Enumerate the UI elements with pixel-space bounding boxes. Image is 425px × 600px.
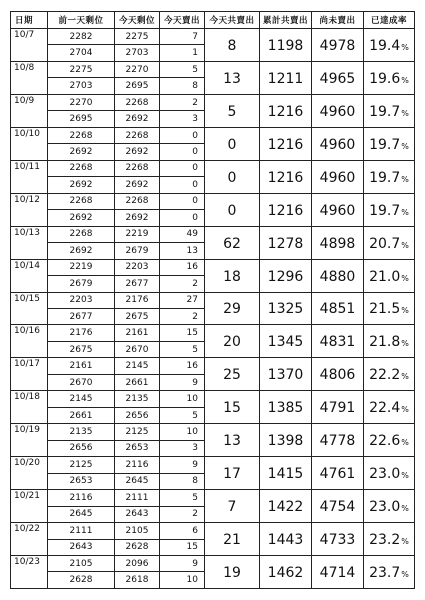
today-sold-cell: 1 (160, 45, 205, 61)
today-remaining-cell: 2628 (115, 539, 160, 555)
date-cell: 10/8 (11, 61, 48, 94)
today-total-sold-cell: 13 (205, 424, 260, 457)
table-body (11, 29, 415, 589)
percent-sign: % (401, 306, 409, 316)
today-total-sold-cell: 15 (205, 391, 260, 424)
today-sold-cell: 5 (160, 490, 205, 506)
today-remaining-cell: 2275 (115, 29, 160, 45)
date-cell: 10/7 (11, 29, 48, 62)
header-date: 日期 (11, 12, 48, 29)
today-total-sold-cell: 0 (205, 160, 260, 193)
cumulative-sold-cell: 1198 (260, 29, 312, 62)
achievement-rate-cell (364, 94, 415, 127)
achievement-rate-cell (364, 391, 415, 424)
percent-sign: % (401, 405, 409, 415)
table-row (11, 424, 415, 440)
achievement-rate-cell (364, 259, 415, 292)
unsold-cell: 4960 (312, 94, 364, 127)
today-sold-cell: 7 (160, 29, 205, 45)
unsold-cell: 4960 (312, 127, 364, 160)
today-sold-cell: 0 (160, 127, 205, 143)
prev-remaining-cell: 2670 (48, 374, 115, 390)
prev-remaining-cell: 2219 (48, 259, 115, 275)
date-cell: 10/19 (11, 424, 48, 457)
date-cell: 10/23 (11, 556, 48, 589)
today-remaining-cell: 2268 (115, 160, 160, 176)
unsold-cell: 4778 (312, 424, 364, 457)
percent-sign: % (401, 141, 409, 151)
cumulative-sold-cell: 1216 (260, 160, 312, 193)
today-sold-cell: 15 (160, 325, 205, 341)
today-total-sold-cell: 29 (205, 292, 260, 325)
prev-remaining-cell: 2679 (48, 276, 115, 292)
date-cell: 10/10 (11, 127, 48, 160)
prev-remaining-cell: 2645 (48, 506, 115, 522)
today-remaining-cell: 2096 (115, 556, 160, 572)
today-remaining-cell: 2692 (115, 210, 160, 226)
today-sold-cell: 27 (160, 292, 205, 308)
table-row (11, 523, 415, 539)
today-total-sold-cell: 13 (205, 61, 260, 94)
prev-remaining-cell: 2656 (48, 440, 115, 456)
prev-remaining-cell: 2653 (48, 473, 115, 489)
table-row (11, 292, 415, 308)
unsold-cell: 4851 (312, 292, 364, 325)
unsold-cell: 4831 (312, 325, 364, 358)
date-cell: 10/16 (11, 325, 48, 358)
cumulative-sold-cell: 1398 (260, 424, 312, 457)
today-remaining-cell: 2203 (115, 259, 160, 275)
cumulative-sold-cell: 1216 (260, 94, 312, 127)
today-sold-cell: 5 (160, 407, 205, 423)
today-sold-cell: 16 (160, 259, 205, 275)
percent-sign: % (401, 504, 409, 514)
today-remaining-cell: 2270 (115, 61, 160, 77)
prev-remaining-cell: 2203 (48, 292, 115, 308)
table-row (11, 391, 415, 407)
prev-remaining-cell: 2661 (48, 407, 115, 423)
today-sold-cell: 0 (160, 144, 205, 160)
prev-remaining-cell: 2692 (48, 177, 115, 193)
prev-remaining-cell: 2695 (48, 111, 115, 127)
unsold-cell: 4714 (312, 556, 364, 589)
prev-remaining-cell: 2161 (48, 358, 115, 374)
today-sold-cell: 9 (160, 556, 205, 572)
today-remaining-cell: 2176 (115, 292, 160, 308)
unsold-cell: 4960 (312, 193, 364, 226)
unsold-cell: 4960 (312, 160, 364, 193)
today-remaining-cell: 2111 (115, 490, 160, 506)
unsold-cell: 4978 (312, 29, 364, 62)
table-row (11, 556, 415, 572)
unsold-cell: 4898 (312, 226, 364, 259)
today-sold-cell: 3 (160, 440, 205, 456)
prev-remaining-cell: 2643 (48, 539, 115, 555)
achievement-rate-value: 19.4 (369, 37, 401, 54)
percent-sign: % (401, 240, 409, 250)
achievement-rate-cell (364, 127, 415, 160)
unsold-cell: 4791 (312, 391, 364, 424)
percent-sign: % (401, 273, 409, 283)
achievement-rate-cell (364, 523, 415, 556)
today-sold-cell: 0 (160, 193, 205, 209)
today-total-sold-cell: 20 (205, 325, 260, 358)
percent-sign: % (401, 471, 409, 481)
achievement-rate-value: 19.6 (369, 70, 401, 87)
today-total-sold-cell: 21 (205, 523, 260, 556)
percent-sign: % (401, 75, 409, 85)
today-remaining-cell: 2145 (115, 358, 160, 374)
prev-remaining-cell: 2692 (48, 144, 115, 160)
achievement-rate-value: 19.7 (369, 136, 401, 153)
prev-remaining-cell: 2677 (48, 308, 115, 324)
today-sold-cell: 9 (160, 374, 205, 390)
prev-remaining-cell: 2692 (48, 210, 115, 226)
achievement-rate-value: 21.0 (369, 268, 401, 285)
today-remaining-cell: 2656 (115, 407, 160, 423)
today-sold-cell: 2 (160, 308, 205, 324)
prev-remaining-cell: 2111 (48, 523, 115, 539)
header-today-sold: 今天賣出 (160, 12, 205, 29)
prev-remaining-cell: 2692 (48, 243, 115, 259)
today-sold-cell: 8 (160, 78, 205, 94)
today-total-sold-cell: 0 (205, 193, 260, 226)
unsold-cell: 4880 (312, 259, 364, 292)
prev-remaining-cell: 2282 (48, 29, 115, 45)
today-remaining-cell: 2675 (115, 308, 160, 324)
achievement-rate-cell (364, 325, 415, 358)
today-sold-cell: 10 (160, 391, 205, 407)
header-unsold: 尚未賣出 (312, 12, 364, 29)
header-row (11, 12, 415, 29)
today-remaining-cell: 2692 (115, 111, 160, 127)
today-remaining-cell: 2643 (115, 506, 160, 522)
today-sold-cell: 49 (160, 226, 205, 242)
unsold-cell: 4754 (312, 490, 364, 523)
percent-sign: % (401, 174, 409, 184)
date-cell: 10/17 (11, 358, 48, 391)
table-row (11, 457, 415, 473)
achievement-rate-value: 22.4 (369, 400, 401, 417)
prev-remaining-cell: 2675 (48, 341, 115, 357)
prev-remaining-cell: 2268 (48, 226, 115, 242)
today-total-sold-cell: 62 (205, 226, 260, 259)
today-total-sold-cell: 8 (205, 29, 260, 62)
achievement-rate-value: 19.7 (369, 169, 401, 186)
today-sold-cell: 0 (160, 177, 205, 193)
prev-remaining-cell: 2628 (48, 572, 115, 589)
cumulative-sold-cell: 1370 (260, 358, 312, 391)
prev-remaining-cell: 2145 (48, 391, 115, 407)
today-total-sold-cell: 17 (205, 457, 260, 490)
achievement-rate-cell (364, 556, 415, 589)
table-row (11, 226, 415, 242)
today-sold-cell: 10 (160, 572, 205, 589)
today-remaining-cell: 2692 (115, 144, 160, 160)
table-row (11, 127, 415, 143)
percent-sign: % (401, 438, 409, 448)
percent-sign: % (401, 42, 409, 52)
today-total-sold-cell: 25 (205, 358, 260, 391)
cumulative-sold-cell: 1462 (260, 556, 312, 589)
cumulative-sold-cell: 1415 (260, 457, 312, 490)
cumulative-sold-cell: 1325 (260, 292, 312, 325)
today-sold-cell: 9 (160, 457, 205, 473)
prev-remaining-cell: 2704 (48, 45, 115, 61)
date-cell: 10/22 (11, 523, 48, 556)
today-remaining-cell: 2670 (115, 341, 160, 357)
today-sold-cell: 2 (160, 94, 205, 110)
header-prev-remaining: 前一天剩位 (48, 12, 115, 29)
date-cell: 10/15 (11, 292, 48, 325)
achievement-rate-cell (364, 29, 415, 62)
date-cell: 10/13 (11, 226, 48, 259)
prev-remaining-cell: 2268 (48, 193, 115, 209)
table-row (11, 61, 415, 77)
header-achievement-rate: 已達成率 (364, 12, 415, 29)
unsold-cell: 4733 (312, 523, 364, 556)
today-remaining-cell: 2135 (115, 391, 160, 407)
prev-remaining-cell: 2268 (48, 127, 115, 143)
achievement-rate-value: 19.7 (369, 103, 401, 120)
achievement-rate-cell (364, 424, 415, 457)
unsold-cell: 4965 (312, 61, 364, 94)
achievement-rate-cell (364, 490, 415, 523)
date-cell: 10/18 (11, 391, 48, 424)
achievement-rate-cell (364, 358, 415, 391)
today-remaining-cell: 2268 (115, 94, 160, 110)
header-today-total-sold: 今天共賣出 (205, 12, 260, 29)
today-remaining-cell: 2161 (115, 325, 160, 341)
unsold-cell: 4761 (312, 457, 364, 490)
sales-table (10, 11, 415, 589)
today-remaining-cell: 2679 (115, 243, 160, 259)
today-sold-cell: 5 (160, 61, 205, 77)
unsold-cell: 4806 (312, 358, 364, 391)
today-sold-cell: 0 (160, 210, 205, 226)
achievement-rate-value: 19.7 (369, 202, 401, 219)
today-remaining-cell: 2695 (115, 78, 160, 94)
today-remaining-cell: 2105 (115, 523, 160, 539)
today-sold-cell: 13 (160, 243, 205, 259)
date-cell: 10/9 (11, 94, 48, 127)
today-sold-cell: 15 (160, 539, 205, 555)
today-remaining-cell: 2661 (115, 374, 160, 390)
cumulative-sold-cell: 1296 (260, 259, 312, 292)
prev-remaining-cell: 2703 (48, 78, 115, 94)
today-remaining-cell: 2653 (115, 440, 160, 456)
today-sold-cell: 10 (160, 424, 205, 440)
prev-remaining-cell: 2176 (48, 325, 115, 341)
today-remaining-cell: 2125 (115, 424, 160, 440)
date-cell: 10/21 (11, 490, 48, 523)
achievement-rate-cell (364, 226, 415, 259)
table-row (11, 325, 415, 341)
achievement-rate-value: 23.7 (369, 565, 401, 581)
cumulative-sold-cell: 1443 (260, 523, 312, 556)
cumulative-sold-cell: 1211 (260, 61, 312, 94)
today-remaining-cell: 2268 (115, 193, 160, 209)
achievement-rate-value: 23.0 (369, 466, 401, 483)
percent-sign: % (401, 339, 409, 349)
today-sold-cell: 2 (160, 276, 205, 292)
achievement-rate-value: 23.0 (369, 499, 401, 516)
percent-sign: % (401, 207, 409, 217)
prev-remaining-cell: 2275 (48, 61, 115, 77)
table-row (11, 490, 415, 506)
percent-sign: % (401, 537, 409, 547)
cumulative-sold-cell: 1345 (260, 325, 312, 358)
achievement-rate-value: 23.2 (369, 532, 401, 549)
today-remaining-cell: 2268 (115, 127, 160, 143)
date-cell: 10/12 (11, 193, 48, 226)
date-cell: 10/11 (11, 160, 48, 193)
today-total-sold-cell: 5 (205, 94, 260, 127)
today-sold-cell: 6 (160, 523, 205, 539)
today-sold-cell: 2 (160, 506, 205, 522)
today-sold-cell: 8 (160, 473, 205, 489)
today-total-sold-cell: 0 (205, 127, 260, 160)
table-row (11, 94, 415, 110)
today-remaining-cell: 2692 (115, 177, 160, 193)
today-remaining-cell: 2618 (115, 572, 160, 589)
achievement-rate-cell (364, 61, 415, 94)
cumulative-sold-cell: 1216 (260, 127, 312, 160)
percent-sign: % (401, 372, 409, 382)
achievement-rate-cell (364, 457, 415, 490)
prev-remaining-cell: 2116 (48, 490, 115, 506)
cumulative-sold-cell: 1385 (260, 391, 312, 424)
achievement-rate-value: 22.2 (369, 367, 401, 384)
prev-remaining-cell: 2270 (48, 94, 115, 110)
achievement-rate-value: 20.7 (369, 235, 401, 252)
table-row (11, 193, 415, 209)
cumulative-sold-cell: 1422 (260, 490, 312, 523)
cumulative-sold-cell: 1216 (260, 193, 312, 226)
achievement-rate-value: 21.5 (369, 301, 401, 318)
achievement-rate-cell (364, 193, 415, 226)
table-row (11, 259, 415, 275)
table-row (11, 29, 415, 45)
today-sold-cell: 0 (160, 160, 205, 176)
today-remaining-cell: 2219 (115, 226, 160, 242)
sales-table-sheet (10, 11, 414, 589)
today-remaining-cell: 2645 (115, 473, 160, 489)
achievement-rate-value: 21.8 (369, 334, 401, 351)
table-row (11, 160, 415, 176)
today-total-sold-cell: 18 (205, 259, 260, 292)
today-sold-cell: 16 (160, 358, 205, 374)
header-cumulative-sold: 累計共賣出 (260, 12, 312, 29)
cumulative-sold-cell: 1278 (260, 226, 312, 259)
prev-remaining-cell: 2105 (48, 556, 115, 572)
date-cell: 10/20 (11, 457, 48, 490)
today-remaining-cell: 2703 (115, 45, 160, 61)
today-remaining-cell: 2116 (115, 457, 160, 473)
date-cell: 10/14 (11, 259, 48, 292)
today-remaining-cell: 2677 (115, 276, 160, 292)
today-sold-cell: 5 (160, 341, 205, 357)
percent-sign: % (401, 108, 409, 118)
achievement-rate-value: 22.6 (369, 433, 401, 450)
prev-remaining-cell: 2125 (48, 457, 115, 473)
percent-sign: % (401, 570, 409, 579)
today-total-sold-cell: 19 (205, 556, 260, 589)
today-total-sold-cell: 7 (205, 490, 260, 523)
table-row (11, 358, 415, 374)
today-sold-cell: 3 (160, 111, 205, 127)
prev-remaining-cell: 2268 (48, 160, 115, 176)
achievement-rate-cell (364, 160, 415, 193)
prev-remaining-cell: 2135 (48, 424, 115, 440)
header-today-remaining: 今天剩位 (115, 12, 160, 29)
achievement-rate-cell (364, 292, 415, 325)
